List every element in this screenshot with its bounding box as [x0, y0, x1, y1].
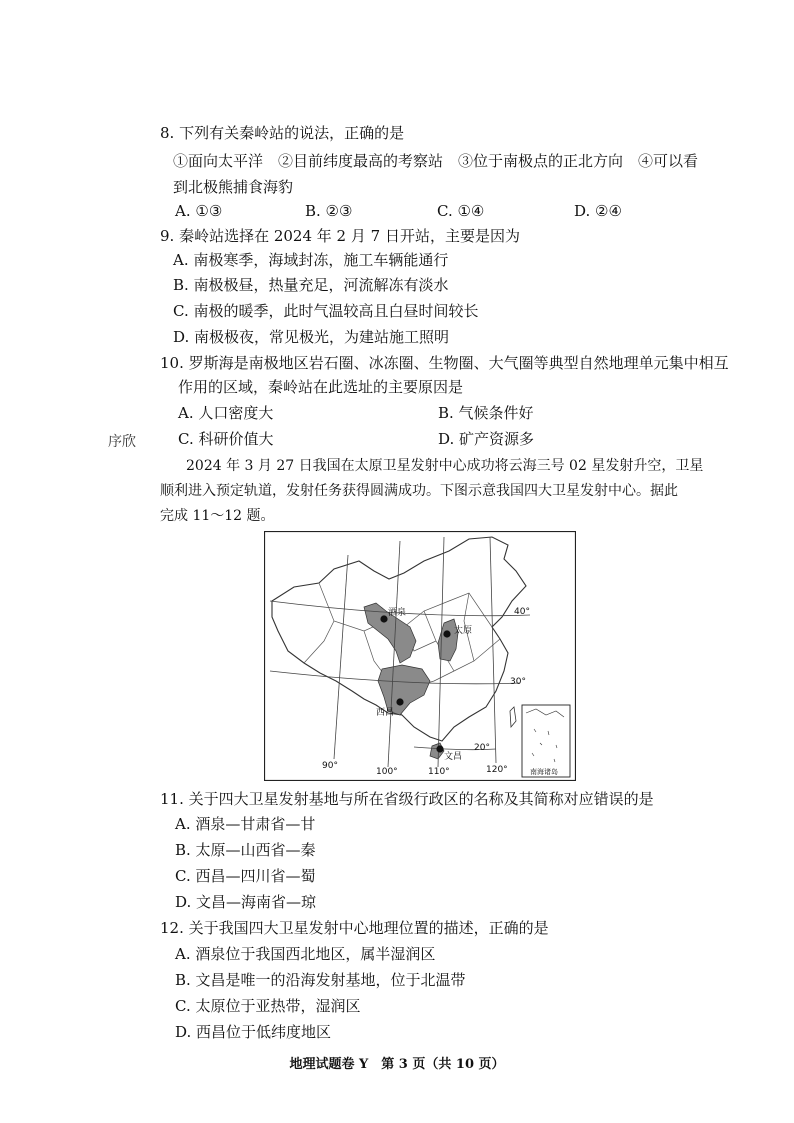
page-footer: 地理试题卷 Y 第 3 页（共 10 页） — [289, 1057, 505, 1072]
label-lon-120: 120° — [486, 765, 508, 775]
china-launch-centers-map — [264, 531, 576, 781]
label-jiuquan: 酒泉 — [388, 608, 407, 618]
q11-option-a: A. 酒泉—甘肃省—甘 — [175, 815, 316, 833]
label-lat-40: 40° — [514, 607, 530, 617]
q9-stem: 9. 秦岭站选择在 2024 年 2 月 7 日开站，主要是因为 — [160, 227, 520, 245]
q12-option-c: C. 太原位于亚热带，湿润区 — [175, 997, 361, 1015]
q8-option-d: D. ②④ — [574, 202, 622, 220]
q12-option-a: A. 酒泉位于我国西北地区，属半湿润区 — [175, 945, 436, 963]
passage-line3: 完成 11～12 题。 — [160, 508, 275, 524]
passage-line2: 顺利进入预定轨道，发射任务获得圆满成功。下图示意我国四大卫星发射中心。据此 — [160, 483, 678, 499]
label-lon-100: 100° — [376, 767, 398, 777]
q8-stem: 8. 下列有关秦岭站的说法，正确的是 — [160, 124, 405, 142]
q9-option-b: B. 南极极昼，热量充足，河流解冻有淡水 — [173, 276, 449, 294]
q12-option-b: B. 文昌是唯一的沿海发射基地，位于北温带 — [175, 971, 466, 989]
q8-statements-line2: 到北极熊捕食海豹 — [173, 178, 294, 196]
q9-option-d: D. 南极极夜，常见极光，为建站施工照明 — [173, 328, 450, 346]
q10-option-b: B. 气候条件好 — [438, 404, 534, 422]
q10-option-d: D. 矿产资源多 — [438, 430, 535, 448]
q8-option-a: A. ①③ — [175, 202, 223, 220]
q9-option-c: C. 南极的暖季，此时气温较高且白昼时间较长 — [173, 302, 479, 320]
q8-option-c: C. ①④ — [437, 202, 485, 220]
margin-mark: 序欣 — [108, 434, 136, 450]
q10-option-c: C. 科研价值大 — [178, 430, 274, 448]
q8-option-b: B. ②③ — [305, 202, 353, 220]
label-lat-30: 30° — [510, 677, 526, 687]
map-drawing — [264, 531, 576, 781]
q10-stem-line1: 10. 罗斯海是南极地区岩石圈、冰冻圈、生物圈、大气圈等典型自然地理单元集中相互 — [160, 354, 729, 372]
q10-stem-line2: 作用的区域，秦岭站在此选址的主要原因是 — [178, 378, 464, 396]
label-wenchang: 文昌 — [444, 752, 463, 762]
q8-statements-line1: ①面向太平洋 ②目前纬度最高的考察站 ③位于南极点的正北方向 ④可以看 — [173, 152, 699, 170]
q11-option-b: B. 太原—山西省—秦 — [175, 841, 316, 859]
q12-option-d: D. 西昌位于低纬度地区 — [175, 1023, 332, 1041]
q11-stem: 11. 关于四大卫星发射基地与所在省级行政区的名称及其简称对应错误的是 — [160, 790, 654, 808]
q12-stem: 12. 关于我国四大卫星发射中心地理位置的描述，正确的是 — [160, 919, 549, 937]
xichang-dot — [396, 698, 403, 705]
label-taiyuan: 太原 — [454, 626, 473, 636]
label-lon-110: 110° — [428, 767, 450, 777]
q11-option-d: D. 文昌—海南省—琼 — [175, 893, 317, 911]
label-lon-90: 90° — [322, 761, 338, 771]
label-lat-20: 20° — [474, 743, 490, 753]
q9-option-a: A. 南极寒季，海域封冻，施工车辆能通行 — [173, 251, 449, 269]
label-xichang: 西昌 — [376, 708, 395, 718]
q11-option-c: C. 西昌—四川省—蜀 — [175, 867, 316, 885]
label-inset: 南海诸岛 — [530, 768, 558, 776]
q10-option-a: A. 人口密度大 — [178, 404, 274, 422]
wenchang-dot — [436, 745, 443, 752]
passage-line1: 2024 年 3 月 27 日我国在太原卫星发射中心成功将云海三号 02 星发射升空，卫星 — [186, 458, 704, 474]
taiyuan-dot — [443, 630, 450, 637]
jiuquan-dot — [380, 615, 387, 622]
